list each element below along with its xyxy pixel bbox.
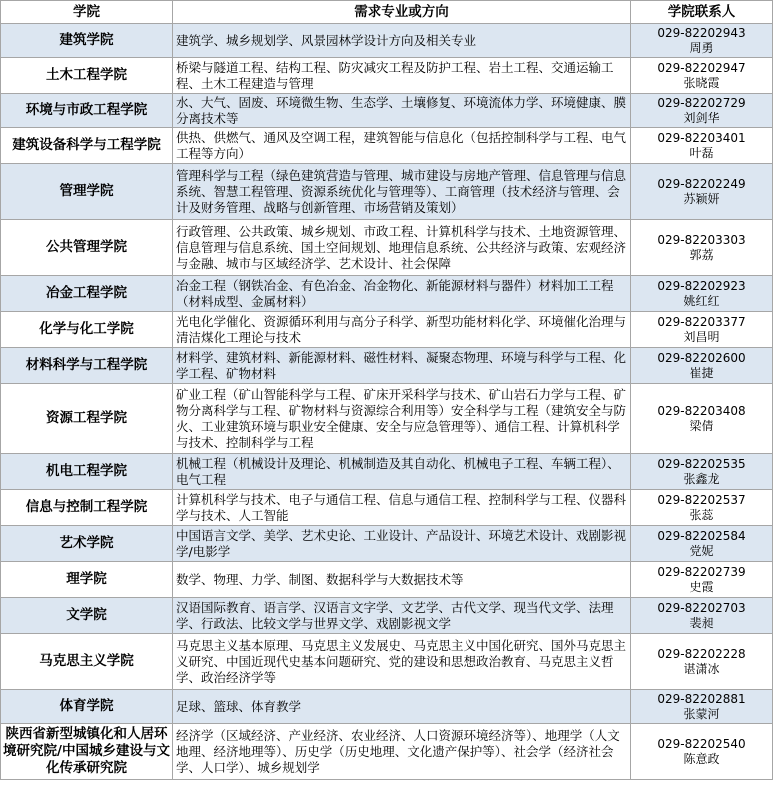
- table-row: [1, 690, 773, 724]
- contact-phone: 029-82203377: [657, 314, 746, 329]
- contact-cell: [631, 454, 773, 490]
- college-name: 资源工程学院: [1, 384, 173, 454]
- contact-phone: 029-82203408: [657, 403, 746, 418]
- contact-cell: [631, 562, 773, 598]
- required-fields: 马克思主义基本原理、马克思主义发展史、马克思主义中国化研究、国外马克思主义研究、中国近现代史基本问题研究、党的建设和思想政治教育、马克思主义哲学、政治经济学等: [173, 634, 631, 690]
- contact-phone: 029-82203303: [657, 232, 746, 247]
- contact-person: 周勇: [689, 40, 714, 55]
- college-name: 体育学院: [1, 690, 173, 724]
- contact-cell: [631, 598, 773, 634]
- required-fields: 机械工程（机械设计及理论、机械制造及其自动化、机械电子工程、车辆工程）、电气工程: [173, 454, 631, 490]
- contact-phone: 029-82202228: [657, 646, 746, 661]
- required-fields: 供热、供燃气、通风及空调工程，建筑智能与信息化（包括控制科学与工程、电气工程等方向）: [173, 128, 631, 164]
- table-row: [1, 58, 773, 94]
- table-row: [1, 128, 773, 164]
- required-fields: 冶金工程（钢铁冶金、有色冶金、冶金物化、新能源材料与器件）材料加工工程（材料成型、金属材料）: [173, 276, 631, 312]
- college-name: 管理学院: [1, 164, 173, 220]
- required-fields: 数学、物理、力学、制图、数据科学与大数据技术等: [173, 562, 631, 598]
- contact-phone: 029-82202584: [657, 528, 746, 543]
- table-row: [1, 348, 773, 384]
- contact-phone: 029-82203401: [657, 130, 746, 145]
- table-row: [1, 598, 773, 634]
- contact-cell: [631, 384, 773, 454]
- contact-cell: [631, 348, 773, 384]
- contact-phone: 029-82202923: [657, 278, 746, 293]
- required-fields: 矿业工程（矿山智能科学与工程、矿床开采科学与技术、矿山岩石力学与工程、矿物分离科学与工程、矿物材料与资源综合利用等）安全科学与工程（建筑安全与防火、工业建筑环境与职业安全健康、安全与应急管理等）、通信工程、计算机科学与技术、控制科学与工程: [173, 384, 631, 454]
- contact-phone: 029-82202535: [657, 456, 746, 471]
- college-name: 材料科学与工程学院: [1, 348, 173, 384]
- required-fields: 汉语国际教育、语言学、汉语言文字学、文艺学、古代文学、现当代文学、法理学、行政法、比较文学与世界文学、戏剧影视文学: [173, 598, 631, 634]
- header-row: [1, 1, 773, 24]
- contact-person: 刘剑华: [683, 110, 720, 125]
- table-row: [1, 562, 773, 598]
- contact-phone: 029-82202943: [657, 25, 746, 40]
- required-fields: 计算机科学与技术、电子与通信工程、信息与通信工程、控制科学与工程、仪器科学与技术、人工智能: [173, 490, 631, 526]
- contact-person: 张晓霞: [683, 75, 720, 90]
- header-fields: 需求专业或方向: [173, 1, 631, 24]
- contact-cell: [631, 724, 773, 780]
- contact-phone: 029-82202249: [657, 176, 746, 191]
- contact-phone: 029-82202540: [657, 736, 746, 751]
- contact-person: 史霞: [689, 579, 714, 594]
- contact-person: 张鑫龙: [683, 471, 720, 486]
- table-row: [1, 220, 773, 276]
- contact-person: 郭荔: [689, 247, 714, 262]
- contact-person: 裴昶: [689, 615, 714, 630]
- contact-person: 叶磊: [689, 145, 714, 160]
- college-name: 建筑学院: [1, 24, 173, 58]
- contact-phone: 029-82202703: [657, 600, 746, 615]
- required-fields: 水、大气、固废、环境微生物、生态学、土壤修复、环境流体力学、环境健康、膜分离技术等: [173, 94, 631, 128]
- required-fields: 经济学（区域经济、产业经济、农业经济、人口资源环境经济等）、地理学（人文地理、经济地理等）、历史学（历史地理、文化遗产保护等）、社会学（经济社会学、人口学）、城乡规划学: [173, 724, 631, 780]
- college-name: 环境与市政工程学院: [1, 94, 173, 128]
- contact-cell: [631, 490, 773, 526]
- table-row: [1, 724, 773, 780]
- college-name: 艺术学院: [1, 526, 173, 562]
- contact-person: 刘昌明: [683, 329, 720, 344]
- contact-person: 陈意政: [683, 751, 720, 766]
- contact-phone: 029-82202947: [657, 60, 746, 75]
- college-name: 陕西省新型城镇化和人居环境研究院/中国城乡建设与文化传承研究院: [1, 724, 173, 780]
- contact-person: 谌潇冰: [683, 661, 720, 676]
- table-row: [1, 634, 773, 690]
- contact-person: 梁倩: [689, 418, 714, 433]
- required-fields: 管理科学与工程（绿色建筑营造与管理、城市建设与房地产管理、信息管理与信息系统、智慧工程管理、资源系统优化与管理等）、工商管理（技术经济与管理、会计及财务管理、战略与创新管理、市场营销及策划）: [173, 164, 631, 220]
- contact-phone: 029-82202729: [657, 95, 746, 110]
- required-fields: 光电化学催化、资源循环利用与高分子科学、新型功能材料化学、环境催化治理与清洁煤化工理论与技术: [173, 312, 631, 348]
- college-name: 土木工程学院: [1, 58, 173, 94]
- contact-cell: [631, 164, 773, 220]
- contact-cell: [631, 58, 773, 94]
- contact-phone: 029-82202537: [657, 492, 746, 507]
- college-name: 冶金工程学院: [1, 276, 173, 312]
- college-name: 建筑设备科学与工程学院: [1, 128, 173, 164]
- required-fields: 桥梁与隧道工程、结构工程、防灾减灾工程及防护工程、岩土工程、交通运输工程、土木工程建造与管理: [173, 58, 631, 94]
- contact-person: 崔捷: [689, 365, 714, 380]
- college-name: 理学院: [1, 562, 173, 598]
- contact-phone: 029-82202600: [657, 350, 746, 365]
- contact-cell: [631, 312, 773, 348]
- college-name: 马克思主义学院: [1, 634, 173, 690]
- contact-cell: [631, 526, 773, 562]
- required-fields: 材料学、建筑材料、新能源材料、磁性材料、凝聚态物理、环境与科学与工程、化学工程、矿物材料: [173, 348, 631, 384]
- contact-cell: [631, 220, 773, 276]
- required-fields: 中国语言文学、美学、艺术史论、工业设计、产品设计、环境艺术设计、戏剧影视学/电影学: [173, 526, 631, 562]
- header-college: 学院: [1, 1, 173, 24]
- table-row: [1, 312, 773, 348]
- college-name: 化学与化工学院: [1, 312, 173, 348]
- contact-cell: [631, 634, 773, 690]
- contact-cell: [631, 690, 773, 724]
- college-name: 公共管理学院: [1, 220, 173, 276]
- table-row: [1, 384, 773, 454]
- contact-cell: [631, 24, 773, 58]
- header-contact: 学院联系人: [631, 1, 773, 24]
- contact-person: 张蒙河: [683, 706, 720, 721]
- table-row: [1, 94, 773, 128]
- contact-phone: 029-82202881: [657, 691, 746, 706]
- contact-cell: [631, 128, 773, 164]
- table-row: [1, 276, 773, 312]
- table-row: [1, 526, 773, 562]
- contact-person: 张蕊: [689, 507, 714, 522]
- required-fields: 建筑学、城乡规划学、风景园林学设计方向及相关专业: [173, 24, 631, 58]
- college-name: 机电工程学院: [1, 454, 173, 490]
- contact-person: 姚红红: [683, 293, 720, 308]
- table-row: [1, 24, 773, 58]
- college-name: 文学院: [1, 598, 173, 634]
- table-row: [1, 454, 773, 490]
- contact-cell: [631, 276, 773, 312]
- table-row: [1, 490, 773, 526]
- college-name: 信息与控制工程学院: [1, 490, 173, 526]
- contact-phone: 029-82202739: [657, 564, 746, 579]
- contact-cell: [631, 94, 773, 128]
- table-row: [1, 164, 773, 220]
- contact-person: 党妮: [689, 543, 714, 558]
- required-fields: 行政管理、公共政策、城乡规划、市政工程、计算机科学与技术、土地资源管理、信息管理与信息系统、国土空间规划、地理信息系统、公共经济与政策、宏观经济与金融、城市与区域经济学、艺术设计、社会保障: [173, 220, 631, 276]
- contact-person: 苏颖妍: [683, 191, 720, 206]
- required-fields: 足球、篮球、体育教学: [173, 690, 631, 724]
